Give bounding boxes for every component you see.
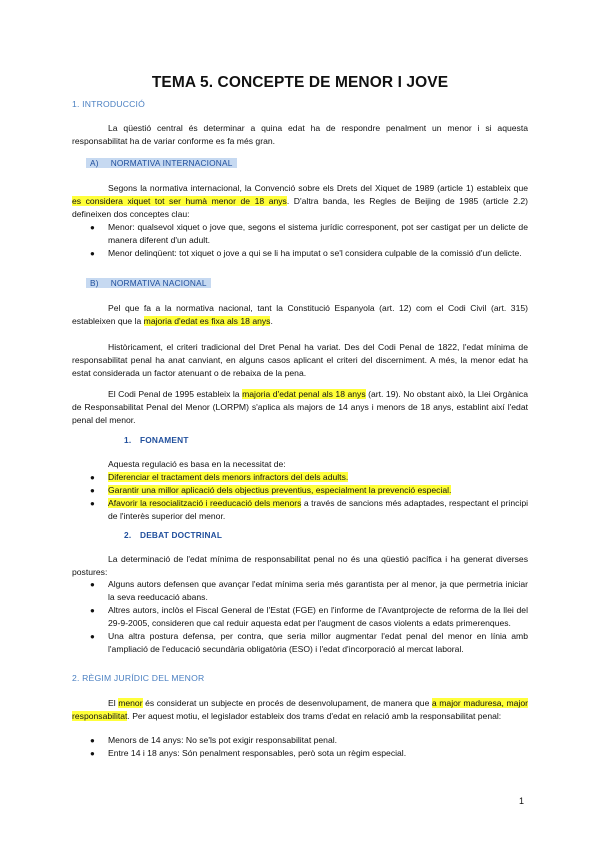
bullet-icon: ● [90, 223, 95, 232]
page-number: 1 [518, 796, 524, 806]
subsection-letter: B) [90, 278, 99, 288]
text-run: . Per aquest motiu, el legislador estableix dos trams d'edat en relació amb la responsabilitat penal: [127, 711, 502, 721]
international-paragraph [72, 182, 528, 221]
text-run: Pel que fa a la normativa nacional, tant la Constitució Espanyola (art. 12) com el Codi Civil (art. 315) estableixen que la [72, 303, 528, 326]
list-item-text: Altres autors, inclòs el Fiscal General de l'Estat (FGE) en l'informe de l'Avantprojecte de reforma de la llei del 29-9-2005, consideren que cal reduir aquesta edat per l'augment de casos violents a edats primerenques. [108, 605, 528, 628]
bullet-icon: ● [90, 736, 95, 745]
heading-text: DEBAT DOCTRINAL [140, 530, 223, 540]
subsection-heading-international [86, 158, 237, 168]
heading-text: FONAMENT [140, 435, 189, 445]
national-paragraph [72, 302, 528, 328]
highlighted-text: Garantir una millor aplicació dels objectius preventius, especialment la prevenció especial. [108, 485, 452, 495]
penal-code-paragraph [72, 388, 528, 427]
history-paragraph: Històricament, el criteri tradicional del Dret Penal ha variat. Des del Codi Penal de 1822, l'edat mínima de responsabilitat penal ha anat canviant, en alguns casos aplicant el criteri del discerniment. A més, la menor edat ha estat considerada un factor atenuant o de rebaixa de la pena. [72, 342, 528, 378]
debat-list [72, 578, 528, 656]
text-run: El [108, 698, 119, 708]
list-item-text: Menor: qualsevol xiquet o jove que, segons el sistema jurídic corresponent, pot ser castigat per un delicte de manera diferent d'un adult. [108, 222, 528, 245]
highlighted-text: Afavorir la resocialització i reeducació dels menors [108, 498, 302, 508]
age-ranges-list [72, 734, 528, 760]
highlighted-text: majoria d'edat es fixa als 18 anys [143, 316, 271, 326]
list-item [72, 604, 528, 630]
text-run: . [270, 316, 273, 326]
list-item [72, 247, 528, 260]
bullet-icon: ● [90, 580, 95, 589]
bullet-icon: ● [90, 499, 95, 508]
text-run: El Codi Penal de 1995 estableix la [108, 389, 243, 399]
page-title: TEMA 5. CONCEPTE DE MENOR I JOVE [151, 74, 449, 91]
subsection-heading-national [86, 278, 211, 288]
list-item-text: Menor delinqüent: tot xiquet o jove a qui se li ha imputat o se'l considera culpable de la comissió d'un delicte. [108, 248, 522, 258]
bullet-icon: ● [90, 632, 95, 641]
numbered-heading-fonament [124, 435, 189, 445]
numbered-heading-debat [124, 530, 222, 540]
list-item [72, 578, 528, 604]
subsection-title: NORMATIVA INTERNACIONAL [110, 158, 233, 168]
heading-number: 1. [124, 435, 132, 445]
section-heading-introduction: 1. INTRODUCCIÓ [72, 99, 145, 109]
bullet-icon: ● [90, 473, 95, 482]
subsection-title: NORMATIVA NACIONAL [110, 278, 207, 288]
list-item [72, 747, 528, 760]
fonament-list [72, 471, 528, 523]
list-item [72, 630, 528, 656]
list-item-text: a través de sancions més adaptades, respectant el principi de l'interès superior del menor. [108, 498, 529, 521]
bullet-icon: ● [90, 486, 95, 495]
list-item-text: Menors de 14 anys: No se'ls pot exigir responsabilitat penal. [108, 735, 338, 745]
text-run: és considerat un subjecte en procés de desenvolupament, de manera que [142, 698, 432, 708]
section-heading-regime: 2. RÈGIM JURÍDIC DEL MENOR [72, 673, 205, 683]
text-run: (art. 19). No obstant això, la Llei Orgànica de Responsabilitat Penal del Menor (LORPM) s'aplica als majors de 14 anys i menors de 18 anys, establint així l'edat penal del menor. [72, 389, 529, 425]
list-item-text: Alguns autors defensen que avançar l'edat mínima seria més garantista per al menor, ja que permetria iniciar la seva reeducació abans. [108, 579, 528, 602]
highlighted-text: majoria d'edat penal als 18 anys [242, 389, 366, 399]
highlighted-text: Diferenciar el tractament dels menors infractors del dels adults. [108, 472, 349, 482]
bullet-icon: ● [90, 749, 95, 758]
heading-number: 2. [124, 530, 132, 540]
text-run: . D'altra banda, les Regles de Beijing de 1985 (article 2.2) defineixen dos conceptes clau: [72, 196, 528, 219]
beijing-rules-list [72, 221, 528, 260]
bullet-icon: ● [90, 249, 95, 258]
list-item [72, 484, 528, 497]
bullet-icon: ● [90, 606, 95, 615]
fonament-paragraph: Aquesta regulació es basa en la necessitat de: [108, 459, 286, 469]
list-item [72, 497, 528, 523]
debat-paragraph: La determinació de l'edat mínima de responsabilitat penal no és una qüestió pacífica i ha generat diverses postures: [72, 554, 528, 577]
highlighted-text: es considera xiquet tot ser humà menor de 18 anys [72, 196, 287, 206]
list-item [72, 471, 528, 484]
list-item-text: Una altra postura defensa, per contra, que seria millor augmentar l'edat penal del menor en línia amb l'ampliació de l'educació secundària obligatòria (ESO) i l'edat d'incorporació al mercat laboral. [108, 631, 528, 654]
text-run: Segons la normativa internacional, la Convenció sobre els Drets del Xiquet de 1989 (article 1) estableix que [108, 183, 528, 193]
list-item-text: Entre 14 i 18 anys: Són penalment responsables, però sota un règim especial. [108, 748, 407, 758]
list-item [72, 221, 528, 247]
regime-paragraph [72, 697, 528, 723]
intro-paragraph: La qüestió central és determinar a quina edat ha de respondre penalment un menor i si aquesta responsabilitat ha de variar conforme es fa més gran. [72, 123, 528, 146]
highlighted-text: menor [118, 698, 143, 708]
subsection-letter: A) [90, 158, 99, 168]
highlighted-text: a major maduresa, major responsabilitat [72, 698, 528, 721]
list-item [72, 734, 528, 747]
